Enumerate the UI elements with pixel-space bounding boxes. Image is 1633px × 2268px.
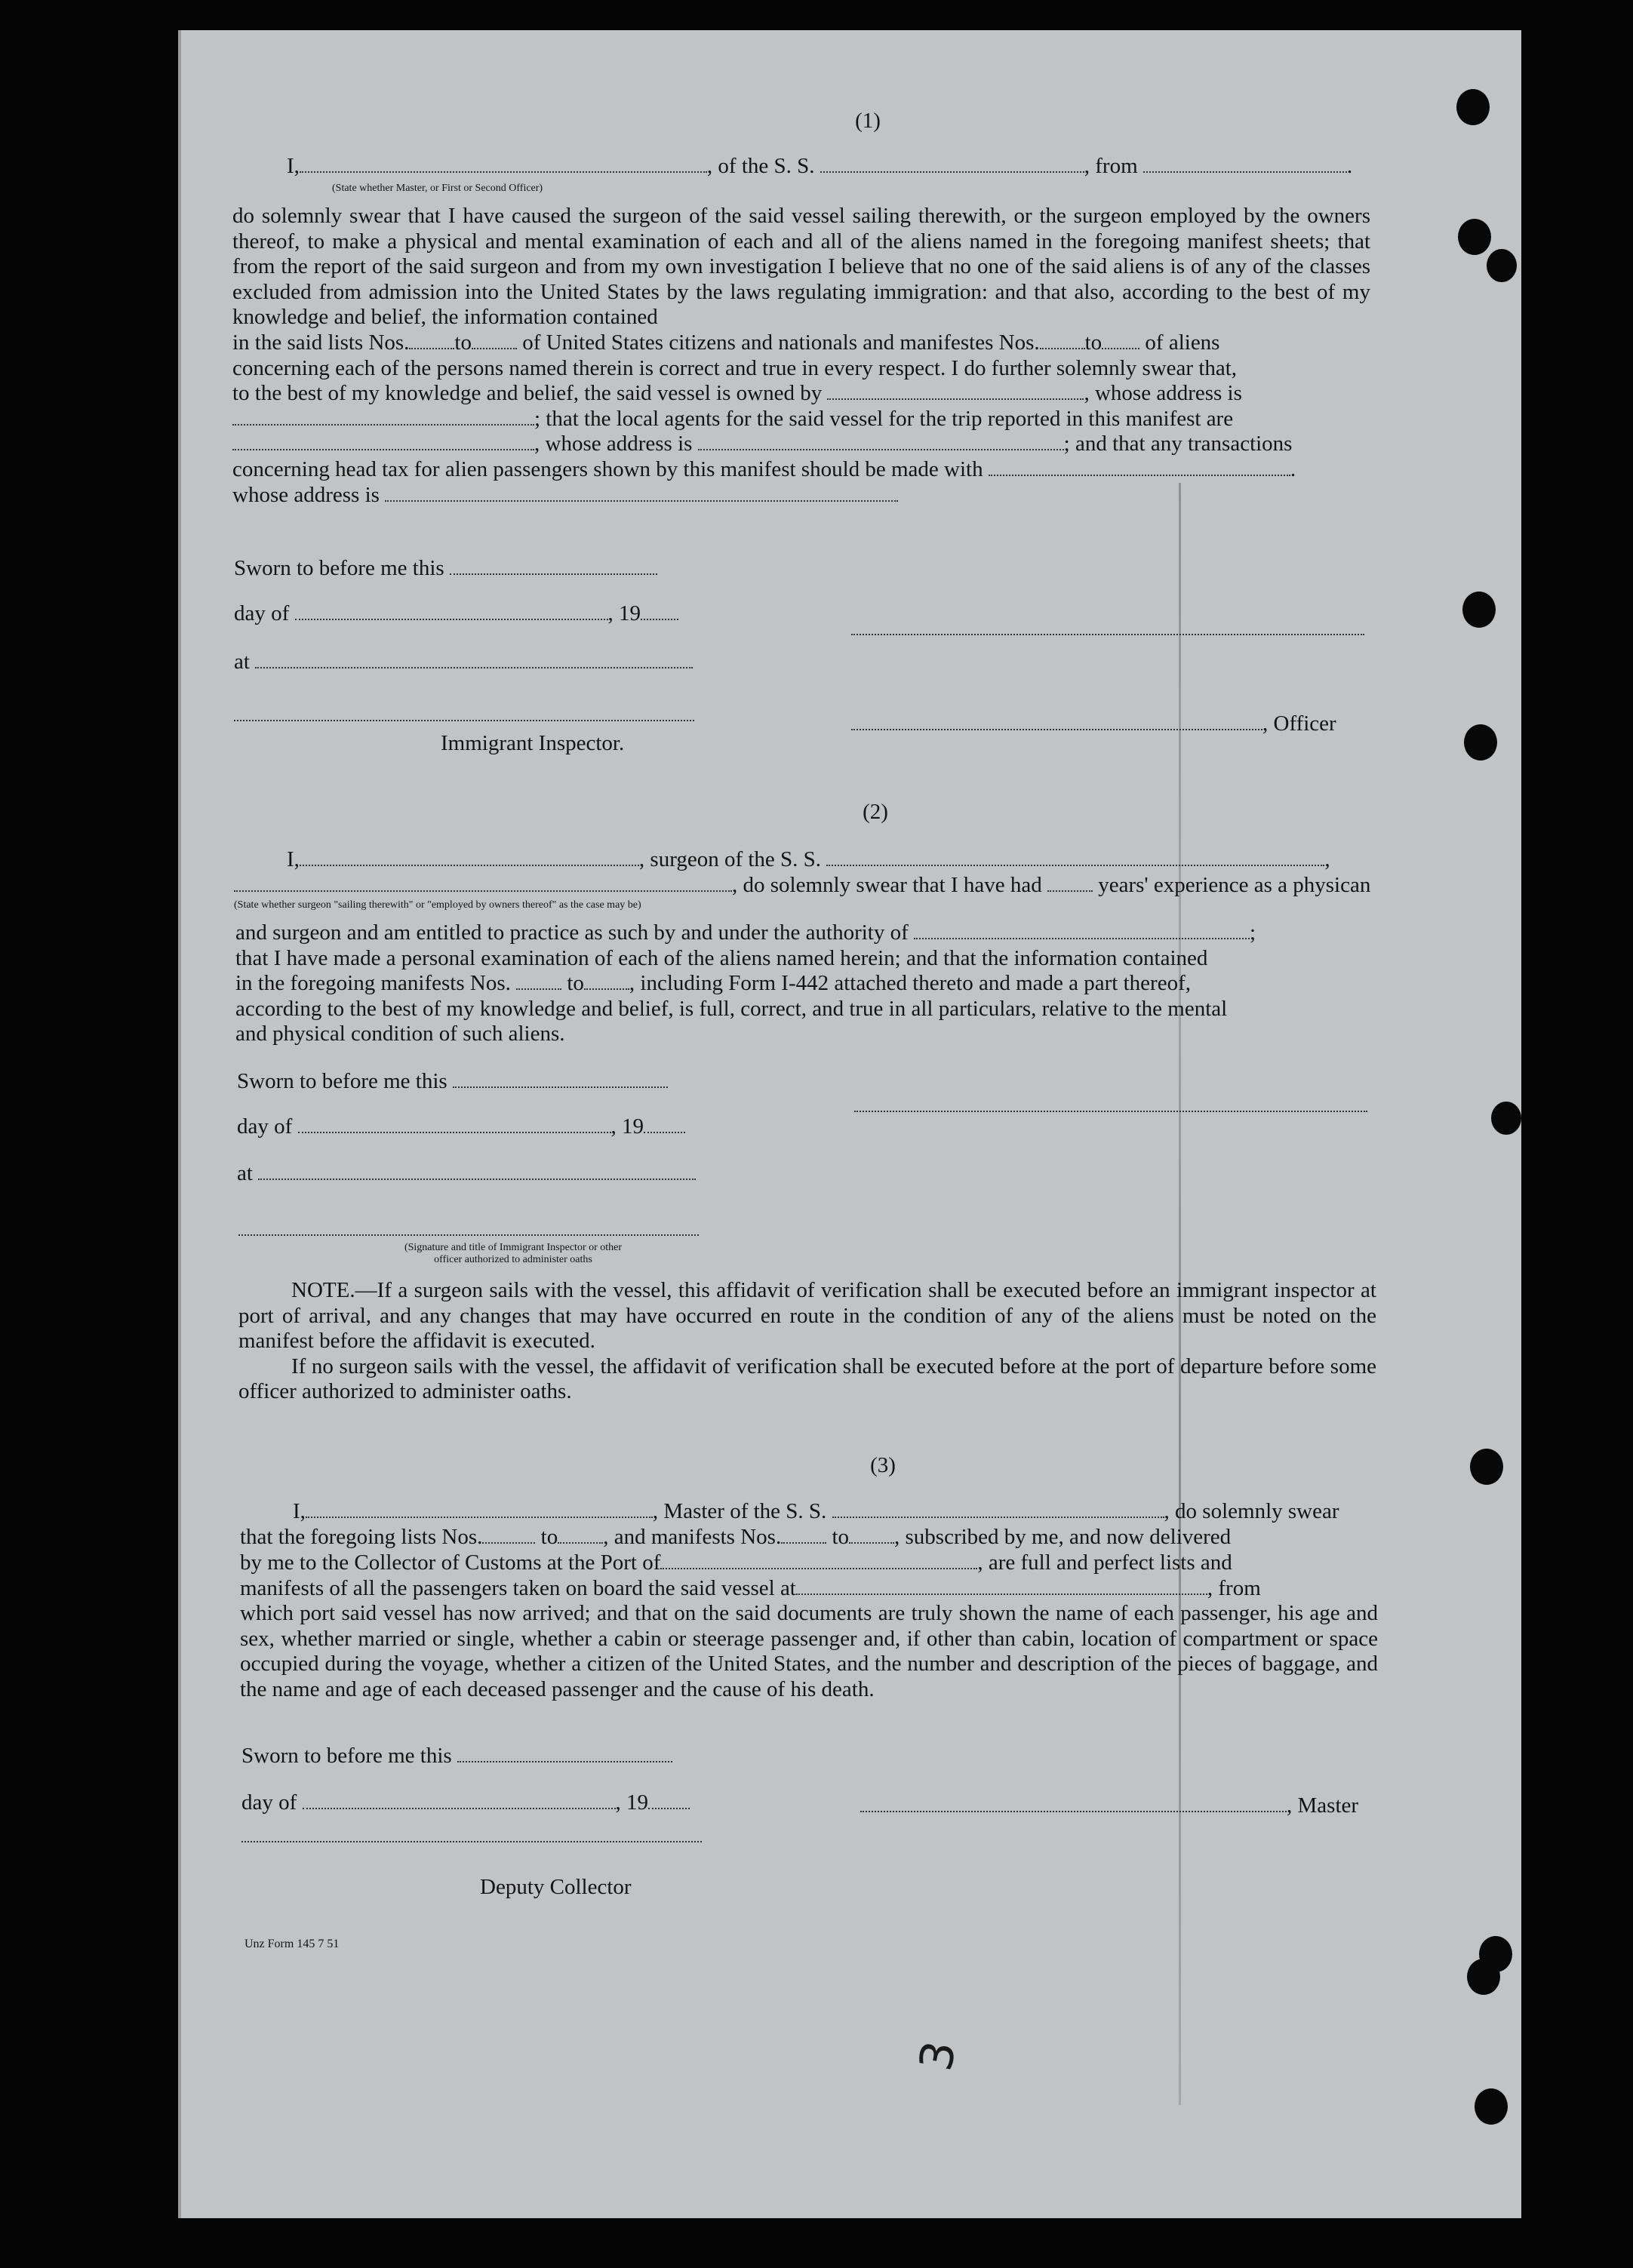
sec2-inspector-line[interactable] [238,1234,699,1236]
sec2-day: day of , 19 [237,1114,685,1139]
sec1-of-ss: , of the S. S. [706,154,815,178]
punch-hole [1464,724,1497,761]
sec1-i: I, [287,154,300,178]
from-port-field[interactable] [1143,155,1347,173]
sec3-line3: by me to the Collector of Customs at the Port of , are full and perfect lists and [240,1550,1232,1575]
sec3-sworn-field[interactable] [457,1744,672,1762]
sec2-line1: I, , surgeon of the S. S. , [287,847,1330,871]
sec1-day-field[interactable] [295,602,608,620]
owner-field[interactable] [827,382,1084,400]
officer-name-field[interactable] [300,155,707,173]
sec2-year-field[interactable] [644,1115,685,1133]
sec2-manifests-to-field[interactable] [584,972,629,990]
embark-port-field[interactable] [796,1577,1207,1595]
sec1-officer-note: (State whether Master, or First or Second Officer) [332,183,543,194]
lists-from-field[interactable] [409,331,454,349]
sec1-sworn-field[interactable] [450,557,657,575]
sec3-day: day of , 19 [241,1790,690,1815]
sec3-master-line: , Master [860,1793,1358,1818]
sec1-officer-field[interactable] [851,712,1262,730]
sec3-lists-to-field[interactable] [558,1526,603,1544]
sec3-oath-paragraph: which port said vessel has now arrived; and that on the said documents are truly shown the name of each passenger, his age and sex, whether married or single, whether a cabin or steerage passenger and, if other than cabin, location of compartment or space occupied during the voyage, whether a citizen of the United States, and the number and description of the pieces of baggage, and the name and age of each deceased passenger and the cause of his death. [240,1601,1378,1701]
deputy-collector-label: Deputy Collector [480,1875,632,1899]
punch-hole [1462,592,1496,628]
master-name-field[interactable] [306,1500,653,1518]
form-number: Unz Form 145 7 51 [244,1938,340,1950]
sec3-vessel-field[interactable] [832,1500,1164,1518]
sec1-officer-line: , Officer [851,711,1336,736]
sec2-manifests-from-field[interactable] [516,972,561,990]
sec3-line2: that the foregoing lists Nos. to , and manifests Nos. to , subscribed by me, and now delivered [240,1525,1232,1549]
lists-to-field[interactable] [472,331,517,349]
sec2-day-field[interactable] [298,1115,611,1133]
handwritten-mark: 3 [909,2037,967,2075]
master-signature-field[interactable] [860,1794,1287,1812]
sec2-sworn-field[interactable] [453,1070,668,1088]
punch-hole [1467,1959,1500,1995]
authority-field[interactable] [914,921,1250,939]
punch-hole [1456,89,1490,125]
sec1-signature-line[interactable] [851,634,1364,635]
sec3-manifests-from-field[interactable] [781,1526,826,1544]
years-experience-field[interactable] [1047,874,1093,892]
sec3-sworn: Sworn to before me this [241,1743,672,1769]
sec1-line1: I, , of the S. S. , from . [287,154,1353,178]
sec3-collector-line[interactable] [241,1841,702,1842]
sec2-at: at [237,1160,696,1186]
punch-hole [1470,1449,1503,1485]
head-tax-address-field[interactable] [385,484,898,502]
manifests-to-field[interactable] [1102,331,1139,349]
vessel-name-field[interactable] [820,155,1084,173]
agents-address-field[interactable] [698,432,1064,450]
note-paragraph: NOTE.—If a surgeon sails with the vessel, this affidavit of verification shall be executed before an immigrant inspector at port of arrival, and any changes that may have occurred en route in the condition of any of the aliens must be noted on the manifest before the affidavit is executed. If no surgeon sails with the vessel, the affidavit of verification shall be executed before at the port of departure before some officer authorized to administer oaths. [238,1278,1376,1404]
section-1-number: (1) [855,109,881,133]
immigrant-inspector-label: Immigrant Inspector. [441,731,625,755]
sec3-manifests-to-field[interactable] [849,1526,894,1544]
sec1-sworn: Sworn to before me this [234,555,657,581]
manifests-from-field[interactable] [1040,331,1085,349]
punch-hole [1487,249,1517,282]
sec2-signature-line[interactable] [854,1111,1367,1112]
sec2-surgeon-note: (State whether surgeon "sailing therewith" or "employed by owners thereof" as the case may be) [234,899,641,911]
sec1-oath-paragraph: do solemnly swear that I have caused the surgeon of the said vessel sailing therewith, or the surgeon employed by the owners thereof, to make a physical and mental examination of each and all of the aliens named in the foregoing manifest sheets; that from the report of the said surgeon and from my own investigation I believe that no one of the said aliens is of any of the classes excluded from admission into the United States by the laws regulating immigration: and that also, according to the best of my knowledge and belief, the information contained in the said lists Nos. to of United States citizens and nationals and manifestes Nos. to of aliens concerning each of the persons named therein is correct and true in every respect. I do further solemnly swear that, to the best of my knowledge and belief, the said vessel is owned by , whose address is ; that the local agents for the said vessel for the trip reported in this manifest are , whose address is ; and that any transactions concerning head tax for alien passengers shown by this manifest should be made with . whose address is [232,204,1370,507]
sec3-lists-from-field[interactable] [482,1526,535,1544]
sec3-year-field[interactable] [648,1791,690,1809]
sec3-day-field[interactable] [303,1791,616,1809]
section-2-number: (2) [863,800,888,824]
punch-hole [1458,219,1491,255]
sec3-line1: I, , Master of the S. S. , do solemnly swear [293,1499,1339,1523]
sec3-line4: manifests of all the passengers taken on board the said vessel at , from [240,1576,1261,1600]
document-page [178,30,1521,2218]
sec1-at-field[interactable] [255,650,693,668]
head-tax-contact-field[interactable] [989,458,1290,476]
punch-hole [1475,2088,1508,2125]
sec1-day: day of , 19 [234,601,678,626]
sec2-at-field[interactable] [258,1162,696,1180]
agents-field[interactable] [232,432,534,450]
port-field[interactable] [660,1551,977,1569]
sec1-at: at [234,649,693,675]
surgeon-status-field[interactable] [234,874,732,892]
sec2-line2: , do solemnly swear that I have had years' experience as a physican [234,872,1370,898]
punch-hole [1491,1102,1521,1135]
section-3-number: (3) [870,1453,896,1477]
surgeon-name-field[interactable] [300,848,639,866]
sec2-vessel-field[interactable] [826,848,1324,866]
sec1-year-field[interactable] [641,602,678,620]
sec2-oath-paragraph: and surgeon and am entitled to practice as such by and under the authority of ; that I have made a personal examination of each of the aliens named herein; and that the information contained in the foregoing manifests Nos. to , including Form I-442 attached thereto and made a part thereof, according to the best of my knowledge and belief, is full, correct, and true in all particulars, relative to the mental and physical condition of such aliens. [235,920,1256,1046]
sec1-from: , from [1084,154,1138,178]
sec2-signature-note: (Signature and title of Immigrant Inspector or other officer authorized to administer oaths [404,1242,623,1265]
owner-address-field[interactable] [232,407,534,426]
sec1-inspector-line[interactable] [234,720,694,721]
sec2-sworn: Sworn to before me this [237,1068,668,1094]
